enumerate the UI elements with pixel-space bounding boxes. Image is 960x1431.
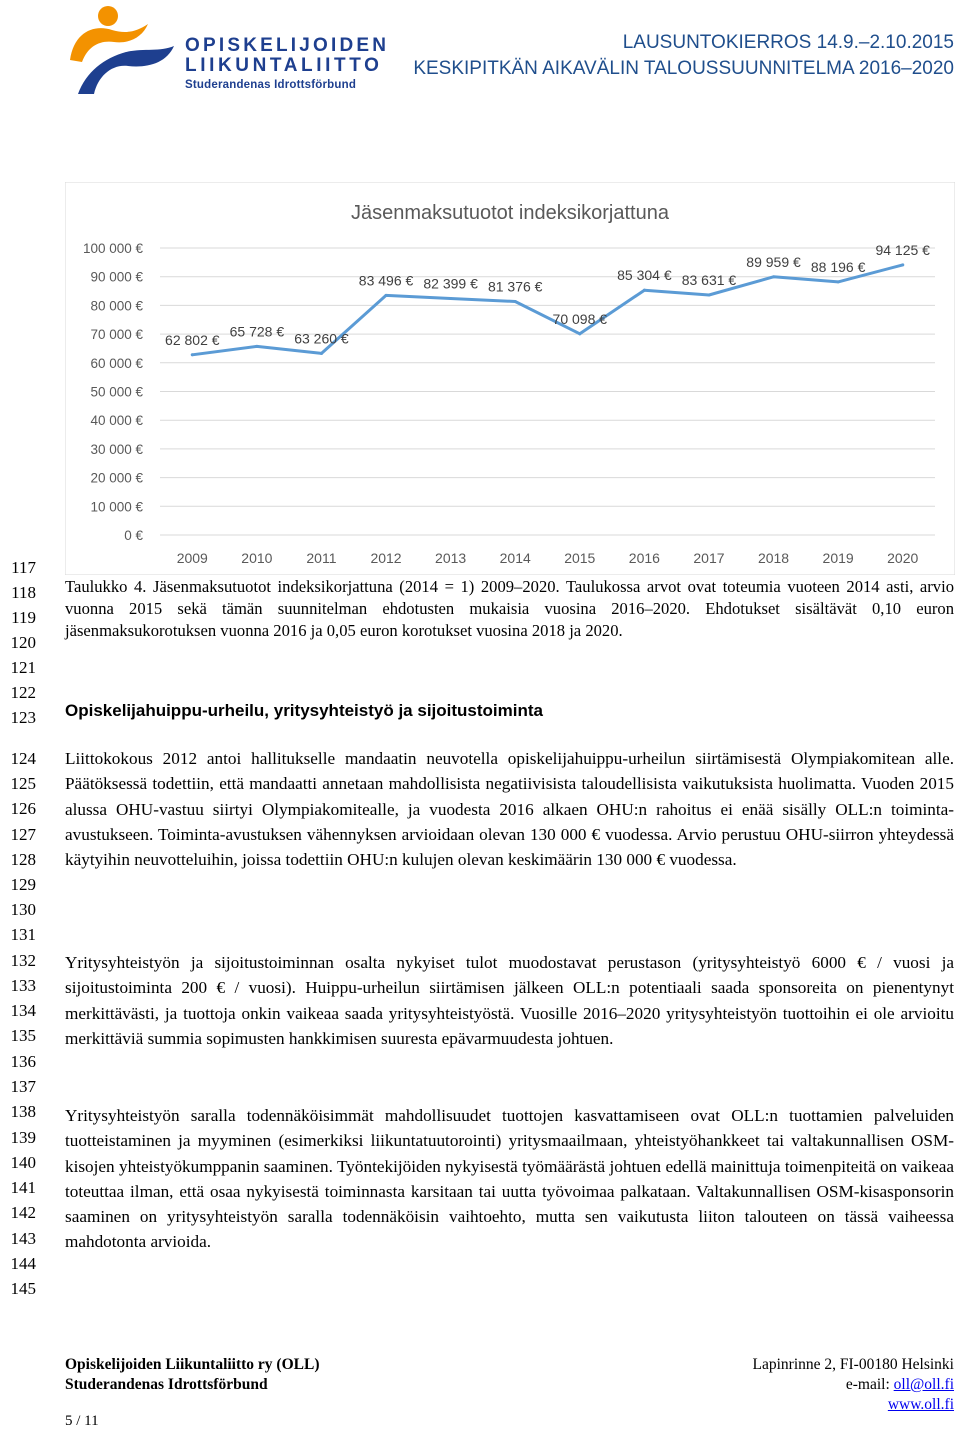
y-tick-label: 70 000 € xyxy=(90,327,143,343)
x-tick-label: 2017 xyxy=(693,550,725,566)
data-point xyxy=(514,300,517,303)
data-point xyxy=(707,293,710,296)
data-point xyxy=(255,345,258,348)
footer-org xyxy=(65,1355,320,1395)
line-number: 135 xyxy=(10,1026,36,1045)
data-label: 81 376 € xyxy=(487,278,543,295)
logo-text-line2: LIIKUNTALIITTO xyxy=(185,55,383,76)
header-title-line1: LAUSUNTOKIERROS 14.9.–2.10.2015 xyxy=(622,32,954,53)
footer-email-label: e-mail: xyxy=(845,1376,894,1393)
data-label: 85 304 € xyxy=(617,267,672,284)
header-title-line2: KESKIPITKÄN AIKAVÄLIN TALOUSSUUNNITELMA 2016–2020 xyxy=(413,58,954,79)
logo-text-line3: Studerandenas Idrottsförbund xyxy=(185,79,357,91)
y-tick-label: 0 € xyxy=(124,528,143,543)
line-number: 141 xyxy=(10,1178,36,1197)
footer-website-link[interactable]: www.oll.fi xyxy=(887,1396,954,1413)
x-tick-label: 2011 xyxy=(306,550,337,566)
line-number: 130 xyxy=(10,900,36,919)
line-number: 123 xyxy=(10,708,36,727)
x-tick-label: 2012 xyxy=(370,550,402,566)
footer-org-name-sv: Studerandenas Idrottsförbund xyxy=(65,1376,268,1393)
line-number: 137 xyxy=(10,1077,36,1096)
line-number: 126 xyxy=(10,799,36,818)
x-tick-label: 2018 xyxy=(757,550,790,566)
line-number: 143 xyxy=(10,1229,36,1248)
data-point xyxy=(837,280,840,283)
data-point xyxy=(385,294,388,297)
data-point xyxy=(191,353,194,356)
line-number: 118 xyxy=(11,583,36,602)
paragraph-sponsorship: Yritysyhteistyön ja sijoitustoiminnan osalta nykyiset tulot muodostavat perustason (yritysyhteistyö 6000 € / vuosi ja sijoitustoiminta 200 € / vuosi). Huippu-urheilun siirtämisen jälkeen OLL:n potentiaali saada sponsoreita on pienentynyt merkittävästi, ja tuottoja onkin vaikeaa saada yritysyhteistyöstä. Vuosille 2016–2020 yritysyhteistyön tuottoihin ei ole arvioitu merkittäviä summia sopimusten hankkimisen suuresta epävarmuudesta johtuen. xyxy=(65,953,954,1048)
page-number: 5 / 11 xyxy=(65,1413,99,1429)
paragraph-opportunities: Yritysyhteistyön saralla todennäköisimmät mahdollisuudet tuottojen kasvattamiseen ovat OLL:n tuottamien palveluiden tuotteistaminen ja myyminen (esimerkiksi liikuntatuutorointi) yritysmaailmaan, yhteistyöhankkeet tai valtakunnallisen OSM-kisojen yhteistyökumppanin saaminen. Työntekijöiden nykyisestä työmäärästä johtuen edellä mainittuja toimenpiteitä on vaikeaa toteuttaa ilman, että osaa nykyisestä toiminnasta karsitaan tai uutta työvoimaa palkataan. Valtakunnallisen OSM-kisasponsorin saaminen on yritysyhteistyön saralla todennäköisin vaihtoehto, mutta sen vaikutusta liiton talouteen on tässä vaiheessa mahdotonta arvioida. xyxy=(65,1106,954,1252)
line-number: 140 xyxy=(10,1153,36,1172)
line-number: 128 xyxy=(10,850,36,869)
line-number: 120 xyxy=(10,633,36,652)
y-tick-label: 30 000 € xyxy=(90,441,143,457)
data-label: 83 631 € xyxy=(681,271,737,288)
line-number: 129 xyxy=(10,875,36,894)
line-number: 139 xyxy=(10,1128,36,1147)
x-tick-label: 2014 xyxy=(499,550,531,566)
data-label: 65 728 € xyxy=(229,323,285,340)
data-label: 70 098 € xyxy=(552,310,608,327)
footer-contact xyxy=(753,1355,954,1415)
y-tick-label: 20 000 € xyxy=(90,470,143,486)
x-tick-label: 2019 xyxy=(822,550,854,566)
footer-address: Lapinrinne 2, FI-00180 Helsinki xyxy=(752,1356,954,1373)
data-label: 83 496 € xyxy=(358,272,414,289)
chart-title: Jäsenmaksutuotot indeksikorjattuna xyxy=(351,202,669,224)
x-tick-label: 2009 xyxy=(176,550,208,566)
line-number: 145 xyxy=(10,1279,36,1298)
x-tick-label: 2015 xyxy=(564,550,596,566)
paragraph-ohu: Liittokokous 2012 antoi hallitukselle mandaatin neuvotella opiskelijahuippu-urheilun siirtämisestä Olympiakomitean alle. Päätöksessä todettiin, että mandaatti annetaan mahdollisista negatiivisista taloudellisista vaikutuksista huolimatta. Vuoden 2015 alussa OHU-vastuu siirtyi Olympiakomitealle, ja vuodesta 2016 alkaen OHU:n rahoitus ei enää sisälly OLL:n toiminta-avustukseen. Toiminta-avustuksen vähennyksen arvioidaan olevan 130 000 € vuodessa. Arvio perustuu OHU-siirron yhteydessä käytyihin neuvotteluihin, joissa todettiin OHU:n kulujen olevan keskimäärin 130 000 € vuodessa. xyxy=(65,749,954,870)
line-number: 122 xyxy=(10,683,36,702)
footer-email-row xyxy=(753,1375,954,1395)
y-tick-label: 10 000 € xyxy=(90,499,143,515)
y-tick-label: 80 000 € xyxy=(90,298,143,314)
data-label: 63 260 € xyxy=(294,330,349,347)
data-label: 62 802 € xyxy=(165,331,220,348)
line-number: 121 xyxy=(10,658,36,677)
y-tick-label: 40 000 € xyxy=(90,413,143,429)
chart-svg xyxy=(65,182,955,575)
data-point xyxy=(901,263,904,266)
oll-logo xyxy=(64,2,390,98)
line-number: 134 xyxy=(10,1001,36,1020)
x-tick-label: 2016 xyxy=(628,550,660,566)
line-number: 144 xyxy=(10,1254,36,1273)
line-number: 119 xyxy=(11,608,36,627)
data-label: 88 196 € xyxy=(810,258,866,275)
data-point xyxy=(449,297,452,300)
line-number: 125 xyxy=(10,774,36,793)
line-number: 124 xyxy=(10,749,36,768)
line-number: 138 xyxy=(10,1102,36,1121)
y-tick-label: 60 000 € xyxy=(90,355,143,371)
line-number: 142 xyxy=(10,1203,36,1222)
line-number: 136 xyxy=(10,1052,36,1071)
data-label: 82 399 € xyxy=(423,275,478,292)
data-label: 94 125 € xyxy=(875,241,930,258)
section-heading: Opiskelijahuippu-urheilu, yritysyhteistyö ja sijoitustoiminta xyxy=(65,701,543,720)
line-chart xyxy=(65,182,955,575)
x-tick-label: 2013 xyxy=(435,550,467,566)
line-number: 131 xyxy=(10,925,36,944)
x-tick-label: 2010 xyxy=(241,550,273,566)
line-number: 127 xyxy=(10,825,36,844)
data-point xyxy=(578,332,581,335)
y-tick-label: 90 000 € xyxy=(90,269,143,285)
line-number: 133 xyxy=(10,976,36,995)
footer-org-name: Opiskelijoiden Liikuntaliitto ry (OLL) xyxy=(65,1356,320,1373)
logo-text-line1: OPISKELIJOIDEN xyxy=(185,35,390,56)
x-tick-label: 2020 xyxy=(887,550,919,566)
data-point xyxy=(643,289,646,292)
table-caption: Taulukko 4. Jäsenmaksutuotot indeksikorjattuna (2014 = 1) 2009–2020. Taulukossa arvot ovat toteumia vuoteen 2014 asti, arvio vuonna 2015 sekä tämän suunnitelman ehdotusten mukaisia vuosina 2016–2020. Ehdotukset sisältävät 0,10 euron jäsenmaksukorotuksen vuonna 2016 ja 0,05 euron korotukset vuosina 2018 ja 2020. xyxy=(65,577,954,640)
line-number: 117 xyxy=(11,558,36,577)
y-tick-label: 100 000 € xyxy=(82,241,143,256)
line-number: 132 xyxy=(10,951,36,970)
data-point xyxy=(772,275,775,278)
y-tick-label: 50 000 € xyxy=(90,384,143,400)
footer-email-link[interactable]: oll@oll.fi xyxy=(893,1376,954,1393)
data-label: 89 959 € xyxy=(746,253,801,270)
data-point xyxy=(320,352,323,355)
runner-logo-icon xyxy=(64,2,184,98)
